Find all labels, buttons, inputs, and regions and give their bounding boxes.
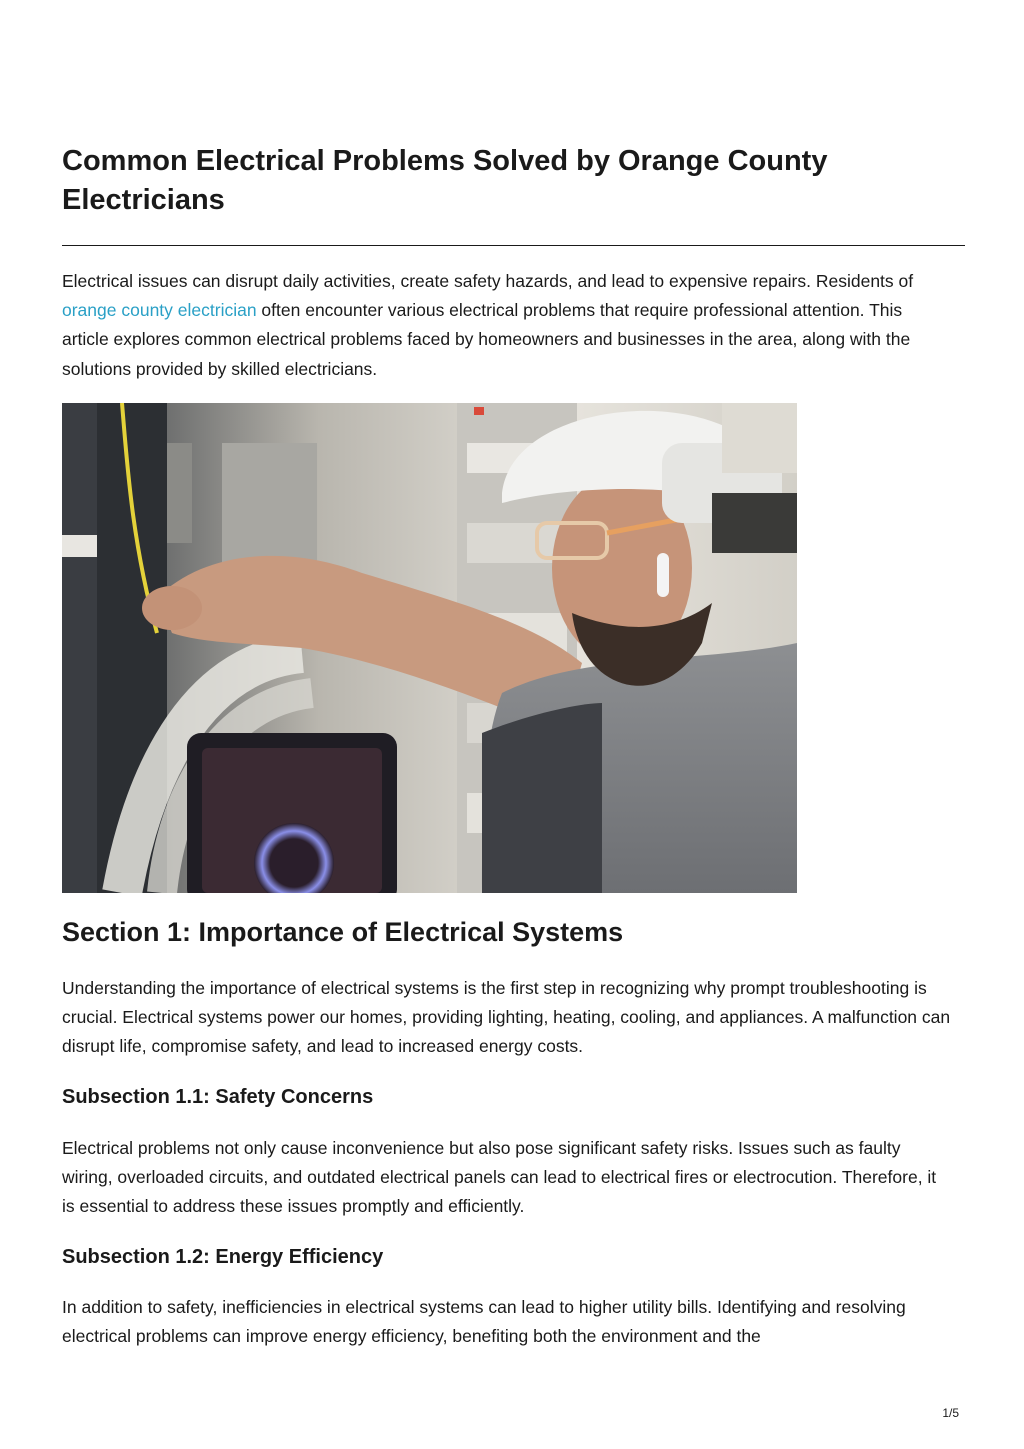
page-number: 1/5 — [942, 1406, 959, 1420]
subsection-1-2-heading: Subsection 1.2: Energy Efficiency — [62, 1246, 384, 1268]
title-divider — [62, 245, 965, 246]
intro-paragraph — [62, 267, 952, 384]
section-1-heading: Section 1: Importance of Electrical Systems — [62, 917, 624, 947]
intro-text-after-link: often encounter various electrical problems that require professional attention. This article explores common electrical problems faced by homeowners and businesses in the area, along with the solutions provided by skilled electricians. — [62, 300, 911, 379]
section-1-paragraph: Understanding the importance of electrical systems is the first step in recognizing why prompt troubleshooting is crucial. Electrical systems power our homes, providing lighting, heating, cooling, and appliances. A malfunction can disrupt life, compromise safety, and lead to increased energy costs. — [62, 978, 951, 1057]
article-title: Common Electrical Problems Solved by Orange County Electricians — [62, 145, 828, 216]
orange-county-electrician-link[interactable]: orange county electrician — [62, 300, 257, 321]
subsection-1-1-heading: Subsection 1.1: Safety Concerns — [62, 1086, 374, 1108]
intro-text-before-link: Electrical issues can disrupt daily activities, create safety hazards, and lead to expensive repairs. Residents of — [62, 271, 914, 291]
subsection-1-1-paragraph: Electrical problems not only cause inconvenience but also pose significant safety risks. Issues such as faulty wiring, overloaded circuits, and outdated electrical panels can lead to electrical fires or electrocution. Therefore, it is essential to address these issues promptly and efficiently. — [62, 1138, 937, 1217]
electrician-photo — [62, 403, 797, 893]
subsection-1-2-paragraph: In addition to safety, inefficiencies in electrical systems can lead to higher utility bills. Identifying and resolving electrical problems can improve energy efficiency, benefiting both the environment and the — [62, 1297, 906, 1347]
